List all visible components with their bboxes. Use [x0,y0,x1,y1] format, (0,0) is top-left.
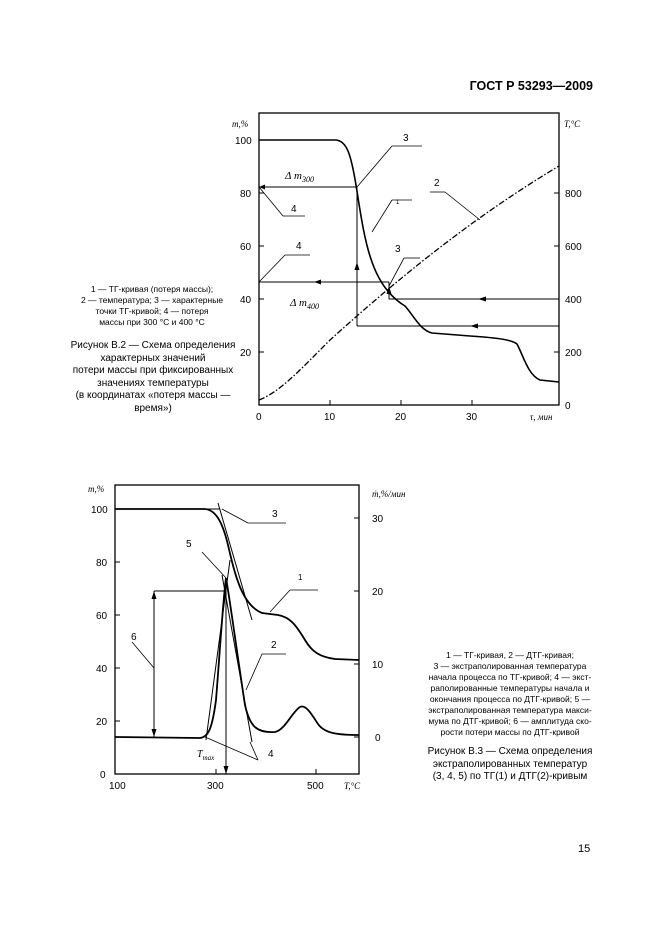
arrowhead [470,324,478,329]
y-right-axis-label: T,°C [564,119,581,129]
legend-line: рости потери массы по ДТГ-кривой [440,727,580,737]
arrowhead [152,729,157,737]
caption-line: (3, 4, 5) по ТГ(1) и ДТГ(2)-кривым [432,771,588,782]
y-right-tick: 0 [375,733,381,744]
temperature-line [259,166,559,400]
dm400-label: Δ $m_{400}$ [290,297,319,311]
legend-line: 1 — ТГ-кривая (потеря массы); [90,284,214,294]
callout-4: 4 [296,241,302,252]
y-right-tick: 10 [372,660,384,671]
figure-b3-caption [406,746,614,784]
figure-b3-legend [410,650,610,738]
figure-b2-caption [48,340,258,415]
x-axis-label: T,°C [344,781,361,791]
leader [202,552,226,578]
y-right-tick: 400 [565,295,582,306]
figure-b2-legend [52,284,252,328]
page-number: 15 [578,843,591,855]
legend-line: мума по ДТГ-кривой; 6 — амплитуда ско- [428,716,592,726]
legend-line: экстраполированная температура макси- [428,705,592,715]
y-left-tick: 100 [91,505,108,516]
y-right-tick: 600 [565,242,582,253]
dm300-label: Δ $m_{300}$ [285,170,314,184]
y-left-axis-label: m,% [88,484,105,494]
caption-line: потери массы при фиксированных [72,365,234,376]
callout-1: 1 [396,200,400,206]
caption-line: время») [134,402,172,414]
y-left-tick: 80 [96,558,108,569]
leader [270,590,290,612]
y-left-tick: 60 [96,611,108,622]
legend-line: точки ТГ-кривой; 4 — потеря [95,306,209,316]
arrowhead [224,766,229,774]
y-left-tick: 80 [240,189,252,200]
legend-line: массы при 300 °С и 400 °С [99,317,205,327]
callout-6: 6 [131,632,137,643]
leader [445,192,480,220]
legend-line: 1 — ТГ-кривая, 2 — ДТГ-кривая; [446,650,574,660]
y-right-tick: 800 [565,189,582,200]
arrowhead [355,262,360,270]
y-right-axis-label: ṁ,%/мин [372,489,406,499]
callout-4: 4 [291,204,297,215]
leader [246,654,262,690]
x-axis-label: τ, мин [530,412,553,422]
callout-4: 4 [268,749,274,760]
y-left-tick: 0 [100,770,106,781]
y-left-tick: 40 [240,295,252,306]
legend-line: раполированные температуры начала и [430,683,590,693]
callout-2: 2 [271,640,277,651]
callout-2: 2 [434,178,440,189]
legend-line: окончания процесса по ДТГ-кривой; 5 — [429,694,591,704]
leader [132,642,154,668]
y-left-axis-label: m,% [232,119,249,129]
x-tick: 300 [207,781,224,792]
caption-line: Рисунок В.2 — Схема определения [70,340,236,351]
y-left-tick: 20 [240,348,252,359]
y-left-tick: 40 [96,664,108,675]
caption-line: экстраполированных температур [432,758,588,770]
y-right-tick: 200 [565,348,582,359]
callout-3: 3 [403,133,409,144]
leader [372,200,392,232]
callout-3: 3 [395,244,401,255]
y-right-tick: 30 [372,514,384,525]
callout-3: 3 [272,509,278,520]
tmax-label: $T_{max}$ [197,749,215,762]
x-tick: 30 [466,412,478,423]
callout-5: 5 [186,539,192,550]
caption-line: характерных значений [100,352,206,364]
arrowhead [478,297,486,302]
axis-ticks [115,509,359,774]
y-right-tick: 20 [372,587,384,598]
y-left-tick: 20 [96,717,108,728]
arrowhead [152,591,157,599]
y-left-tick: 100 [235,136,252,147]
x-tick: 0 [256,412,262,423]
leader [259,187,283,216]
legend-line: начала процесса по ТГ-кривой; 4 — экст- [428,672,592,682]
plot-frame [115,485,359,774]
tg-curve [115,509,359,660]
legend-line: 3 — экстраполированная температура [433,661,587,671]
y-left-tick: 60 [240,242,252,253]
leader [357,146,392,187]
arrowhead [314,280,321,285]
caption-line: Рисунок В.3 — Схема определения [427,746,593,757]
arrowhead [259,185,265,190]
x-tick: 500 [307,781,324,792]
x-tick: 20 [395,412,407,423]
x-tick: 100 [109,781,126,792]
document-header: ГОСТ Р 53293—2009 [469,79,593,93]
y-right-tick: 0 [565,401,571,412]
plot-frame [259,113,559,405]
legend-line: 2 — температура; 3 — характерные [80,295,224,305]
x-tick: 10 [324,412,336,423]
leader [259,255,285,282]
leader [222,509,248,523]
caption-line: значениях температуры [97,377,209,389]
caption-line: (в координатах «потеря массы — [75,390,231,401]
callout-1: 1 [298,573,303,582]
